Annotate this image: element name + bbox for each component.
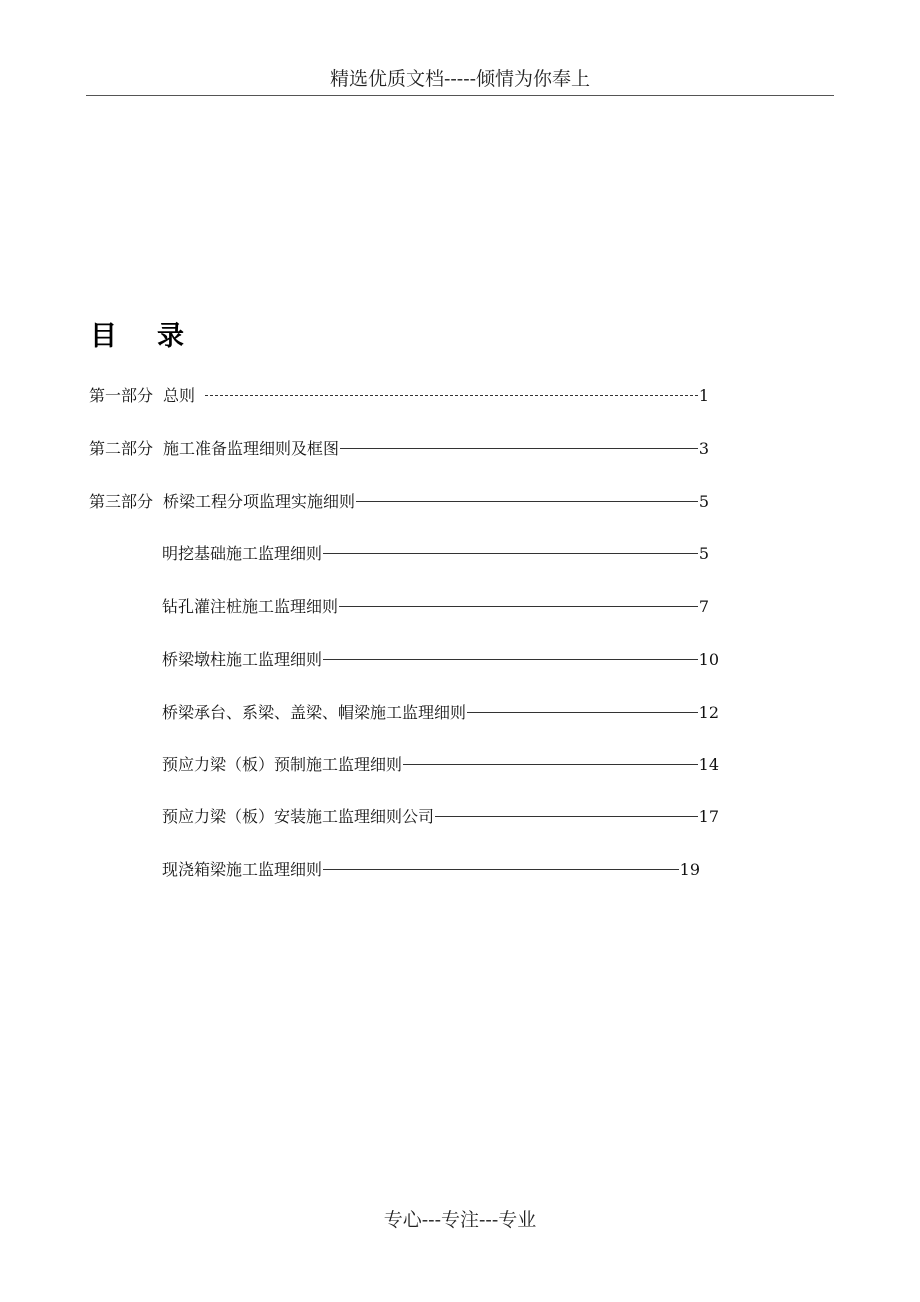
toc-entry-open-foundation[interactable] <box>162 544 709 564</box>
toc-entry-page-number: 14 <box>698 755 719 774</box>
toc-entry-pile-cap[interactable] <box>162 703 719 723</box>
toc-entry-page-number: 12 <box>698 703 719 722</box>
toc-entry-page-number: 5 <box>698 492 709 511</box>
toc-entry-title: 现浇箱梁施工监理细则 <box>162 860 323 879</box>
toc-entry-beam-installation[interactable] <box>162 807 719 827</box>
toc-leader-line <box>205 395 698 396</box>
toc-leader-line <box>323 659 698 660</box>
toc-title <box>90 320 184 354</box>
toc-entry-part-label: 第一部分 <box>89 386 154 405</box>
toc-entry-title: 预应力梁（板）预制施工监理细则 <box>162 755 403 774</box>
toc-entry-title: 施工准备监理细则及框图 <box>163 439 340 458</box>
toc-leader-line <box>323 553 698 554</box>
toc-entry-page-number: 7 <box>698 597 709 616</box>
toc-entry-part-3[interactable] <box>89 492 709 512</box>
toc-entry-page-number: 19 <box>679 860 700 879</box>
toc-entry-page-number: 1 <box>698 386 709 405</box>
toc-entry-title: 明挖基础施工监理细则 <box>162 544 323 563</box>
toc-leader-line <box>435 816 698 817</box>
page-header: 精选优质文档-----倾情为你奉上 <box>329 68 591 90</box>
toc-entry-title: 桥梁承台、系梁、盖梁、帽梁施工监理细则 <box>162 703 467 722</box>
toc-leader-line <box>339 606 698 607</box>
toc-entry-page-number: 5 <box>698 544 709 563</box>
toc-entry-page-number: 17 <box>698 807 719 826</box>
toc-entry-title: 总则 <box>163 386 196 405</box>
page-footer: 专心---专注---专业 <box>383 1209 537 1231</box>
toc-entry-title: 桥梁工程分项监理实施细则 <box>163 492 356 511</box>
toc-entry-pier-column[interactable] <box>162 650 719 670</box>
toc-entry-title: 预应力梁（板）安装施工监理细则公司 <box>162 807 435 826</box>
header-divider <box>86 95 834 96</box>
toc-entry-part-1[interactable] <box>89 386 709 406</box>
toc-leader-line <box>467 712 698 713</box>
toc-leader-line <box>356 501 698 502</box>
toc-entry-cast-in-place-box-girder[interactable] <box>162 860 700 880</box>
toc-entry-part-label: 第二部分 <box>89 439 154 458</box>
toc-leader-line <box>403 764 698 765</box>
toc-entry-page-number: 10 <box>698 650 719 669</box>
toc-entry-bored-pile[interactable] <box>162 597 709 617</box>
toc-entry-title: 钻孔灌注桩施工监理细则 <box>162 597 339 616</box>
toc-entry-part-label: 第三部分 <box>89 492 154 511</box>
toc-title-char-1: 目 <box>90 321 117 352</box>
toc-entry-precast-beam[interactable] <box>162 755 719 775</box>
toc-entry-part-2[interactable] <box>89 439 709 459</box>
toc-entry-page-number: 3 <box>698 439 709 458</box>
toc-leader-line <box>323 869 679 870</box>
toc-entry-title: 桥梁墩柱施工监理细则 <box>162 650 323 669</box>
toc-leader-line <box>340 448 698 449</box>
toc-title-char-2: 录 <box>157 321 184 352</box>
